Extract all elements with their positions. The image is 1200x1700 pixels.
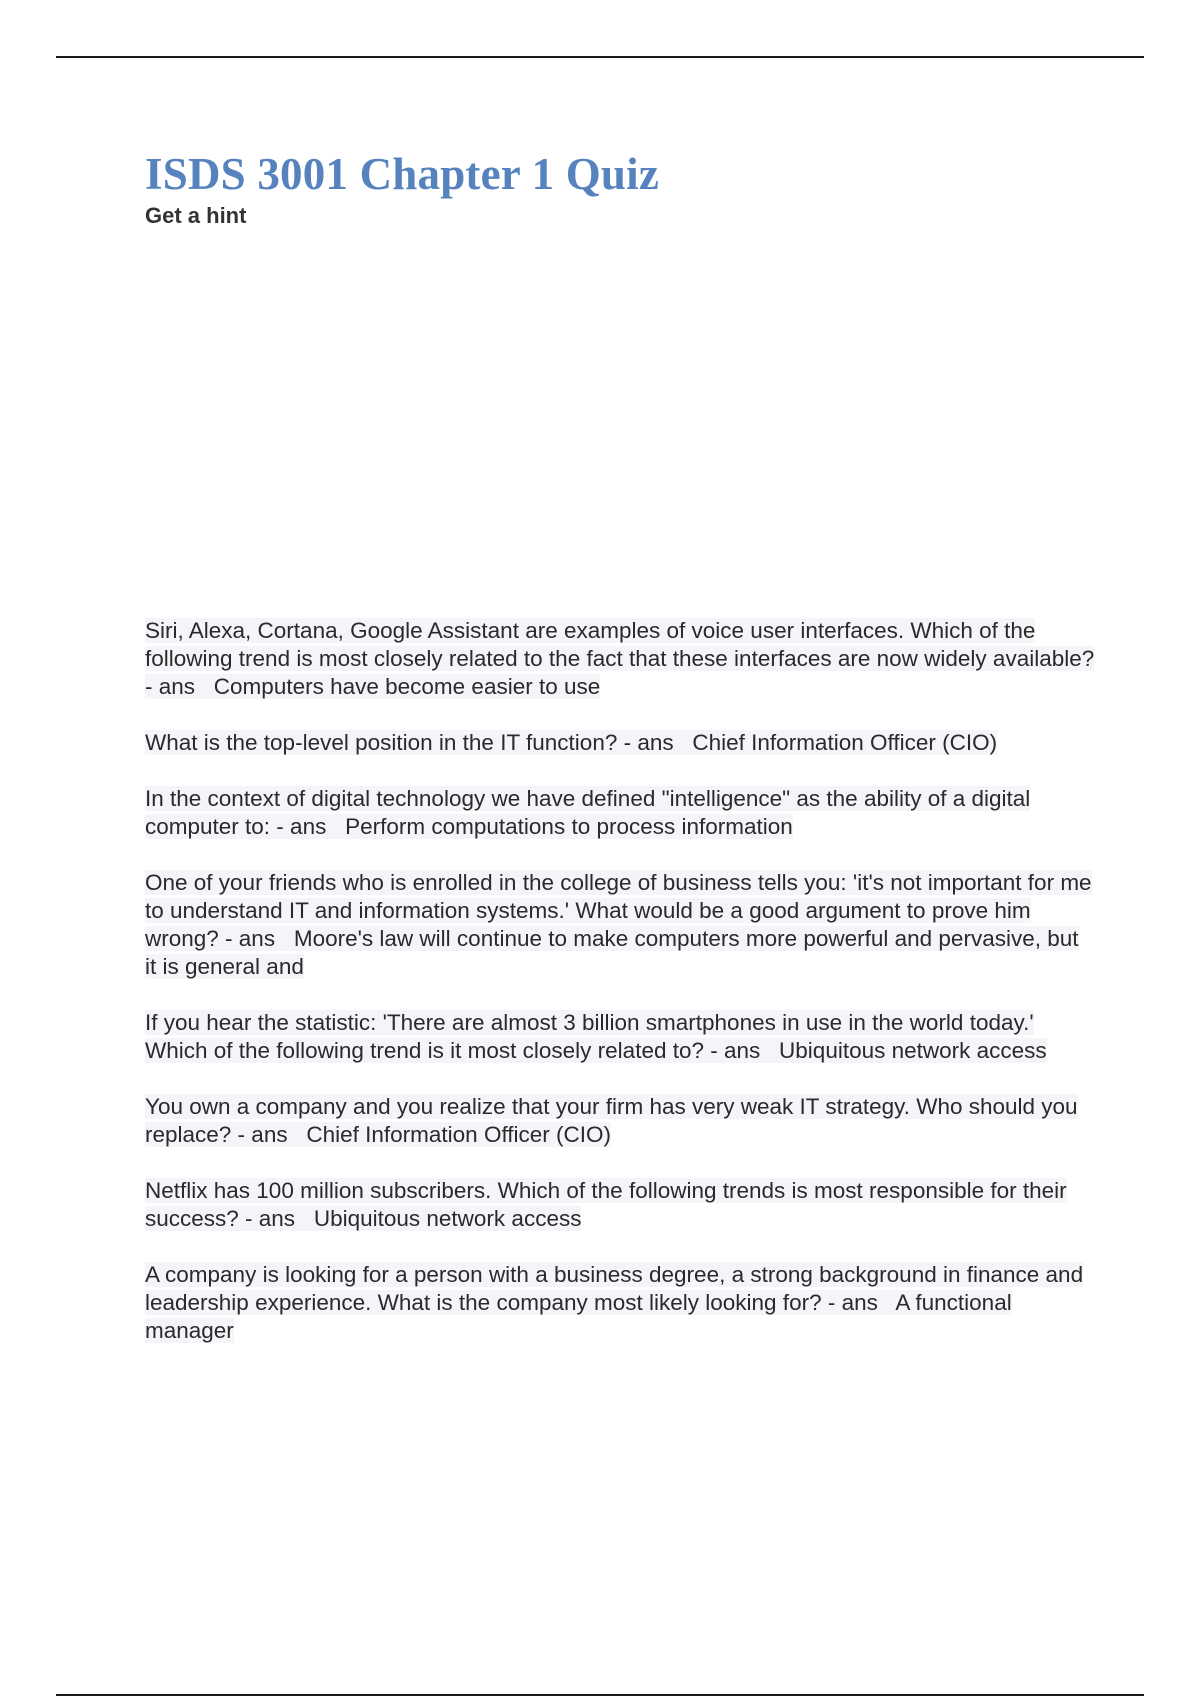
bottom-divider [56,1694,1144,1696]
qa-answer: Ubiquitous network access [313,1206,582,1231]
qa-item [145,785,1095,841]
qa-question: A company is looking for a person with a business degree, a strong background in finance and leadership experience. What is the company most likely looking for? - ans [145,1262,1084,1315]
qa-question: If you hear the statistic: 'There are almost 3 billion smartphones in use in the world today.' Which of the following trend is it most closely related to? - ans [145,1010,1034,1063]
qa-answer: Chief Information Officer (CIO) [692,730,998,755]
top-divider [56,56,1144,58]
qa-item [145,869,1095,981]
qa-question: Netflix has 100 million subscribers. Which of the following trends is most responsible for their success? - ans [145,1178,1067,1231]
qa-item [145,1261,1095,1345]
hint-label: Get a hint [145,203,247,228]
qa-question: In the context of digital technology we have defined "intelligence" as the ability of a digital computer to: - ans [145,786,1031,839]
qa-question: One of your friends who is enrolled in the college of business tells you: 'it's not important for me to understand IT and information systems.' What would be a good argument to prove him wrong? - ans [145,870,1092,951]
document-header [145,146,1095,230]
page-title: ISDS 3001 Chapter 1 Quiz [145,149,660,199]
qa-question: You own a company and you realize that your firm has very weak IT strategy. Who should you replace? - ans [145,1094,1078,1147]
qa-list [145,617,1095,1373]
qa-item [145,1093,1095,1149]
qa-item [145,1009,1095,1065]
qa-item [145,617,1095,701]
qa-answer: Ubiquitous network access [779,1038,1047,1063]
qa-answer: Computers have become easier to use [213,674,601,699]
qa-answer: Moore's law will continue to make computers more powerful and pervasive, but it is general and [145,926,1079,979]
qa-item [145,729,1095,757]
qa-item [145,1177,1095,1233]
qa-answer: A functional manager [145,1290,1012,1343]
qa-question: What is the top-level position in the IT function? - ans [145,730,674,755]
qa-answer: Perform computations to process information [345,814,793,839]
qa-answer: Chief Information Officer (CIO) [306,1122,612,1147]
qa-question: Siri, Alexa, Cortana, Google Assistant are examples of voice user interfaces. Which of the following trend is most closely related to the fact that these interfaces are now widely available? - ans [145,618,1095,699]
